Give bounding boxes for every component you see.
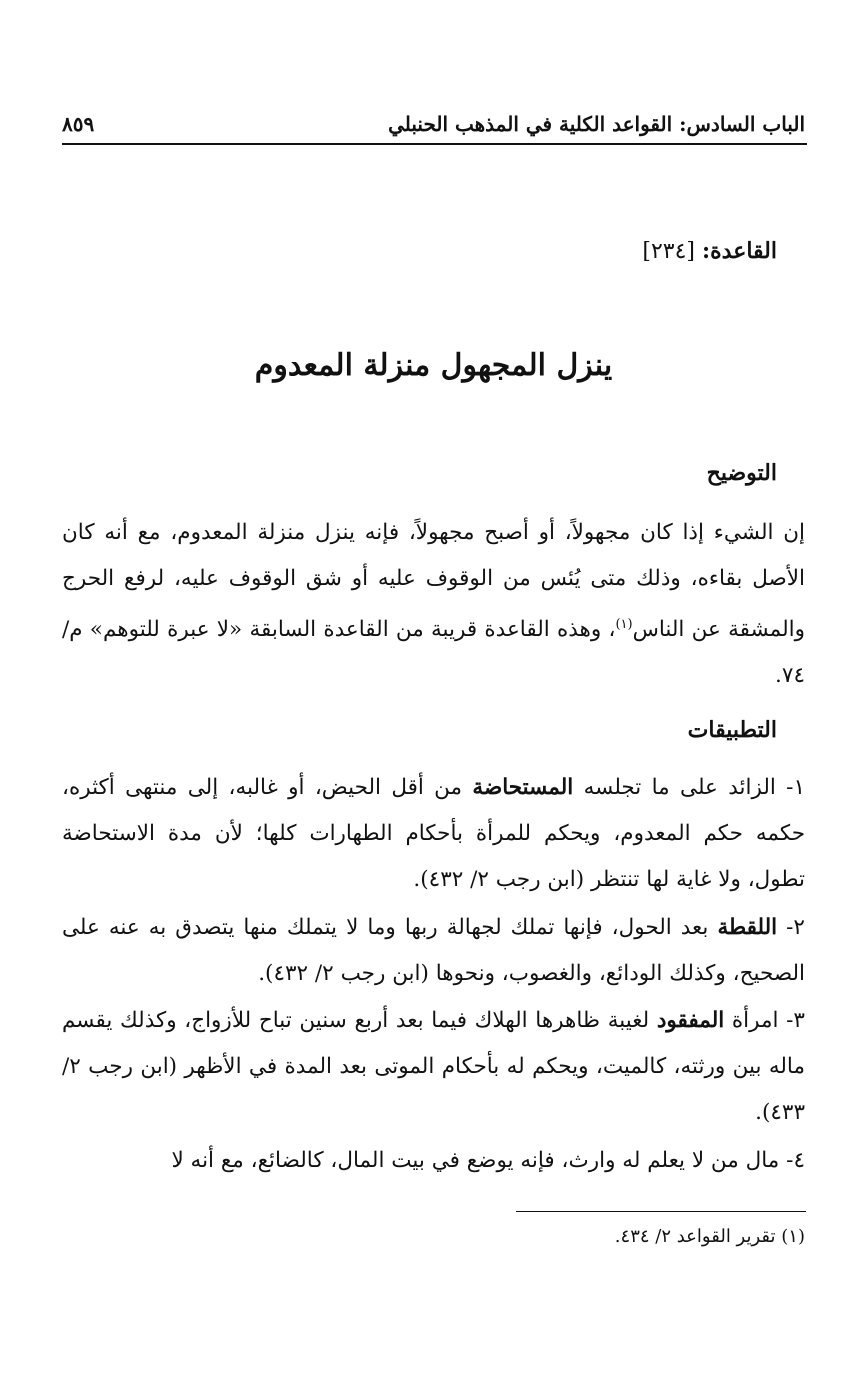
application-item-2: [62, 905, 805, 997]
item-3-text: لغيبة ظاهرها الهلاك فيما بعد أربع سنين تباح للأزواج، وكذلك يقسم ماله بين ورثته، كالميت، ويحكم له بأحكام الموتى بعد المدة في الأظهر (ابن رجب ٢/ ٤٣٣).: [62, 1008, 805, 1125]
explanation-paragraph: [62, 510, 805, 699]
page-number: ٨٥٩: [62, 112, 95, 136]
footnote-divider: [516, 1211, 806, 1212]
item-1-text: من أقل الحيض، أو غالبه، إلى منتهى أكثره، حكمه حكم المعدوم، ويحكم للمرأة بأحكام الطهارات كلها؛ لأن مدة الاستحاضة تطول، ولا غاية لها تنتظر (ابن رجب ٢/ ٤٣٢).: [62, 775, 805, 892]
explanation-text-before-note: إن الشيء إذا كان مجهولاً، أو أصبح مجهولاً، فإنه ينزل منزلة المعدوم، مع أنه كان الأصل بقاءه، وذلك متى يُئس من الوقوف عليه أو شق الوقوف عليه، لرفع الحرج والمشقة عن الناس: [62, 520, 806, 643]
item-4-text: مال من لا يعلم له وارث، فإنه يوضع في بيت المال، كالضائع، مع أنه لا: [171, 1148, 780, 1173]
rule-number: [٢٣٤]: [642, 239, 696, 264]
item-1-term: المستحاضة: [472, 775, 574, 800]
footnote-text: تقرير القواعد ٢/ ٤٣٤.: [614, 1226, 776, 1247]
item-1-prefix: ١- الزائد على ما تجلسه: [583, 775, 805, 800]
footnote-marker: (١): [781, 1226, 805, 1247]
item-2-prefix: ٢-: [786, 915, 805, 940]
footnote: [615, 1226, 805, 1247]
rule-label: [642, 238, 777, 264]
item-2-term: اللقطة: [717, 915, 778, 940]
header-divider: [62, 143, 807, 145]
explanation-text-after-note: ، وهذه القاعدة قريبة من القاعدة السابقة «لا عبرة للتوهم» م/ ٧٤.: [62, 617, 805, 689]
application-item-3: [62, 998, 805, 1136]
item-2-text: بعد الحول، فإنها تملك لجهالة ربها وما لا يتملك منها يتصدق به عنه على الصحيح، وكذلك الودائع، والغصوب، ونحوها (ابن رجب ٢/ ٤٣٢).: [62, 915, 805, 986]
rule-label-text: القاعدة:: [702, 238, 777, 264]
application-item-1: [62, 765, 805, 903]
item-3-prefix: ٣- امرأة: [731, 1008, 805, 1033]
application-item-4: [62, 1138, 805, 1184]
item-4-prefix: ٤-: [786, 1148, 805, 1173]
running-header-title: الباب السادس: القواعد الكلية في المذهب الحنبلي: [388, 112, 805, 136]
rule-title: ينزل المجهول منزلة المعدوم: [254, 348, 613, 383]
applications-heading: التطبيقات: [687, 717, 777, 743]
item-3-term: المفقود: [656, 1008, 725, 1033]
footnote-reference[interactable]: (١): [615, 617, 633, 632]
explanation-heading: التوضيح: [706, 460, 777, 486]
